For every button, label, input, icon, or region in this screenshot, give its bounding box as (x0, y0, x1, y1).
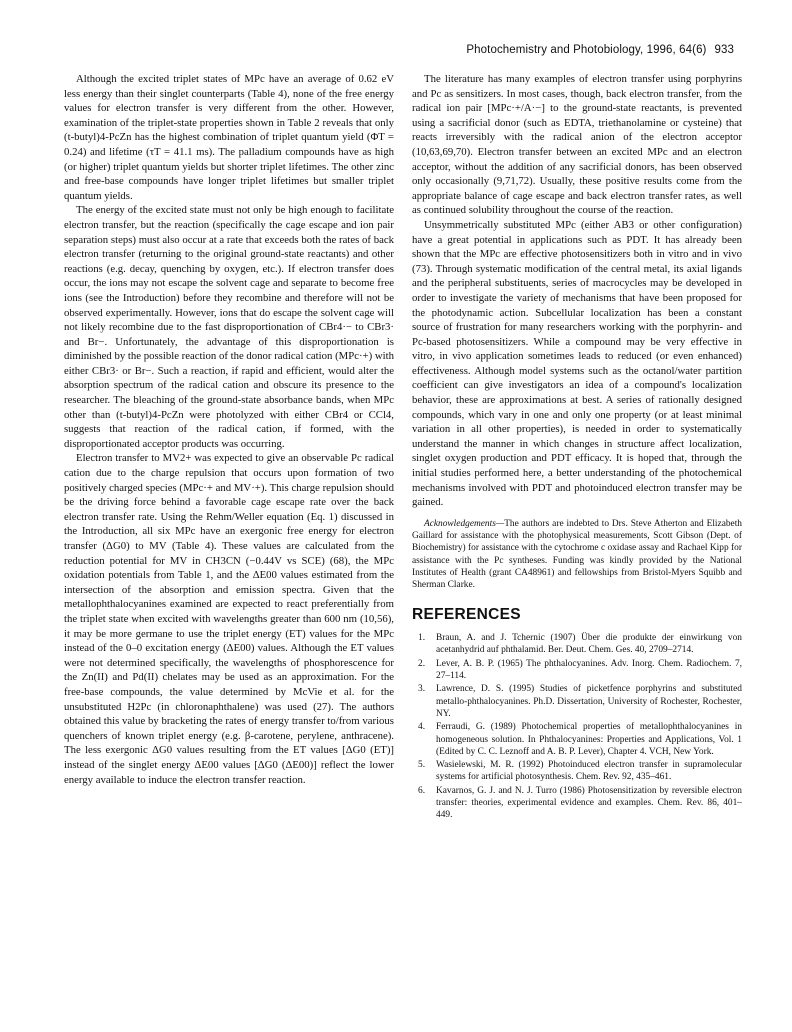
body-paragraph: Although the excited triplet states of MPc have an average of 0.62 eV less energy than their singlet counterparts (Table 4), none of the free energy values for electron transfer is very different from the other. However, examination of the triplet-state properties shown in Table 2 reveals that only (t-butyl)4-PcZn has the highest combination of triplet quantum yield (ΦT = 0.24) and lifetime (τT = 41.1 ms). The palladium compounds have as high (or higher) triplet quantum yields but shorter triplet lifetimes. The other zinc and free-base compounds have longer triplet lifetimes but smaller triplet quantum yields. (64, 73, 394, 202)
reference-item (412, 785, 742, 822)
body-paragraph: The energy of the excited state must not only be high enough to facilitate electron transfer, but the reaction (specifically the cage escape and ion pair separation steps) must also occur at a rate that exceeds both the rates of back electron transfer (returning to the original ground-state reactants) and other reactions (e.g. decay, quenching by oxygen, etc.). If electron transfer does occur, the ions may not escape the solvent cage and separate to become free ions (see the Introduction) before they recombine and therefore will not be observed experimentally. However, ions that do escape the solvent cage will not likely recombine due to the fast disproportionation of CBr4·− to CBr3· and Br−. Unfortunately, the advantage of this disproportionation is diminished by the possible reaction of the donor radical cation (MPc·+) with either CBr3· or Br−. Such a reaction, if rapid and efficient, would alter the absorption spectrum of the radical cation and obscure its presence to the researcher. The bleaching of the ground-state absorbance bands, when MPc other than (t-butyl)4-PcZn were photolyzed with either CBr4 or CCl4, suggests that reaction of the radical cation, if formed, with the disproportionated acceptor products was occurring. (64, 204, 394, 450)
acknowledgements (412, 518, 742, 592)
body-paragraph: The literature has many examples of electron transfer using porphyrins and Pc as sensitizers. In most cases, though, back electron transfer, from the radical ion pair [MPc·+/A·−] to the ground-state reactants, is prevented using a sacrificial donor (such as EDTA, triethanolamine or cysteine) that reacts irreversibly with the radical anion of the electron acceptor (10,63,69,70). Electron transfer between an excited MPc and an electron acceptor, without the addition of any sacrificial donors, has been observed only occasionally (9,71,72). Usually, these positive results come from the appropriate balance of cage escape and back electron transfer rates, as well as continued solubility throughout the course of the reaction. (412, 73, 742, 217)
reference-number: 2. (418, 658, 426, 669)
reference-item (412, 759, 742, 784)
reference-item (412, 658, 742, 683)
right-column (412, 72, 742, 823)
reference-number: 6. (418, 785, 426, 796)
page-number: 933 (714, 44, 734, 56)
reference-item (412, 721, 742, 758)
reference-number: 4. (418, 722, 426, 733)
reference-text: Kavarnos, G. J. and N. J. Turro (1986) Photosensitization by reversible electron transfer: theories, experimental evidence and examples. Chem. Rev. 86, 401–449. (436, 785, 742, 821)
reference-number: 5. (418, 760, 426, 771)
reference-item (412, 683, 742, 720)
acknowledgements-label: Acknowledgements— (424, 518, 505, 529)
reference-number: 3. (418, 684, 426, 695)
left-column (64, 72, 394, 787)
reference-item (412, 632, 742, 657)
journal-citation: Photochemistry and Photobiology, 1996, 64(6) (466, 44, 707, 56)
reference-number: 1. (418, 633, 426, 644)
reference-text: Ferraudi, G. (1989) Photochemical properties of metallophthalocyanines in homogeneous solution. In Phthalocyanines: Properties and Applications, Vol. 1 (Edited by C. C. Leznoff and A. B. P. Lever), Chapter 4. VCH, New York. (436, 722, 742, 757)
reference-text: Braun, A. and J. Tchernic (1907) Über die produkte der einwirkung von acetanhydrid auf phthalamid. Ber. Deut. Chem. Ges. 40, 2709–2714. (436, 633, 742, 656)
reference-text: Lawrence, D. S. (1995) Studies of picketfence porphyrins and substituted metallo-phthalocyanines. Ph.D. Dissertation, University of Rochester, Rochester, NY. (436, 684, 742, 719)
acknowledgements-text: The authors are indebted to Drs. Steve Atherton and Elizabeth Gaillard for assistance with the photophysical measurements, Scott Gibson (Dept. of Biochemistry) for assistance with the cytochrome c oxidase assay and Rachael Kipp for assistance with the Pc syntheses. Funding was kindly provided by the National Institutes of Health (grant CA48961) and fellowships from Bristol-Myers Squibb and Sherman Clarke. (412, 518, 742, 591)
reference-list (412, 632, 742, 821)
body-paragraph: Unsymmetrically substituted MPc (either AB3 or other configuration) have a great potential in applications such as PDT. It has already been shown that the MPc are effective photosensitizers both in vitro and in vivo (73). Through systematic modification of the central metal, its axial ligands and the peripheral substituents, series of macrocycles may be developed in order to investigate the variety of mechanisms that have been proposed for the photodynamic action. Subcellular localization has been a constant source of frustration for many researchers working with the porphyrin- and Pc-based photosensitizers. While a compound may be very effective in vitro, in vivo application sometimes leads to reduced (or even enhanced) effectiveness. Although model systems such as the octanol/water partition coefficient can give investigators an idea of a compound's localization behavior, these are approximations at best. A series of rationally designed compounds, which vary in one and only one property (or at least minimal variation in all other properties), is needed in order to systematically understand the manner in which changes in structure affect localization, singlet oxygen production and PDT efficacy. It is hoped that, through the initial studies performed here, a better understanding of the photochemical mechanisms involved with PDT and photoinduced electron transfer may be gained. (412, 218, 742, 509)
references-heading: REFERENCES (412, 605, 521, 623)
body-paragraph: Electron transfer to MV2+ was expected to give an observable Pc radical cation due to the charge repulsion that occurs upon formation of two positively charged species (MPc·+ and MV·+). This charge repulsion should be the driving force behind a favorable cage escape rate over the back electron transfer rate. Using the Rehm/Weller equation (Eq. 1) discussed in the Introduction, all six MPc have an exergonic free energy for electron transfer (ΔG0) to MV (Table 4). These values are calculated from the reduction potential for MV in CH3CN (−0.44V vs SCE) (68), the MPc oxidation potentials from Table 1, and the ΔE00 values estimated from the intersection of the absorption and emission spectra. Given that the metallophthalocyanines examined are expected to react preferentially from the triplet state when excited with wavelengths greater than 600 nm (10,56), it may be more germane to use the triplet energy (ET) values for the MPc instead of the 0–0 excitation energy (ΔE00) values. Although the ET values were not determined specifically, the wavelengths of phosphorescence for the Zn(II) and Pd(II) chelates may be used as an approximation. For the free-base compounds, the value determined by McVie et al. for the unsubstituted H2Pc (in chloronaphthalene) was used (27). The authors obtained this value by bracketing the rates of energy transfer to/from various quenchers of known triplet energy (e.g. β-carotene, perylene, anthracene). The less exergonic ΔG0 values resulting from the ET values [ΔG0 (ET)] instead of the singlet energy ΔE00 values [ΔG0 (ΔE00)] reflect the lower energy available to induce the electron transfer reaction. (64, 452, 394, 786)
running-header (466, 44, 734, 56)
reference-text: Wasielewski, M. R. (1992) Photoinduced electron transfer in supramolecular systems for artificial photosynthesis. Chem. Rev. 92, 435–461. (436, 760, 742, 783)
reference-text: Lever, A. B. P. (1965) The phthalocyanines. Adv. Inorg. Chem. Radiochem. 7, 27–114. (436, 658, 742, 682)
